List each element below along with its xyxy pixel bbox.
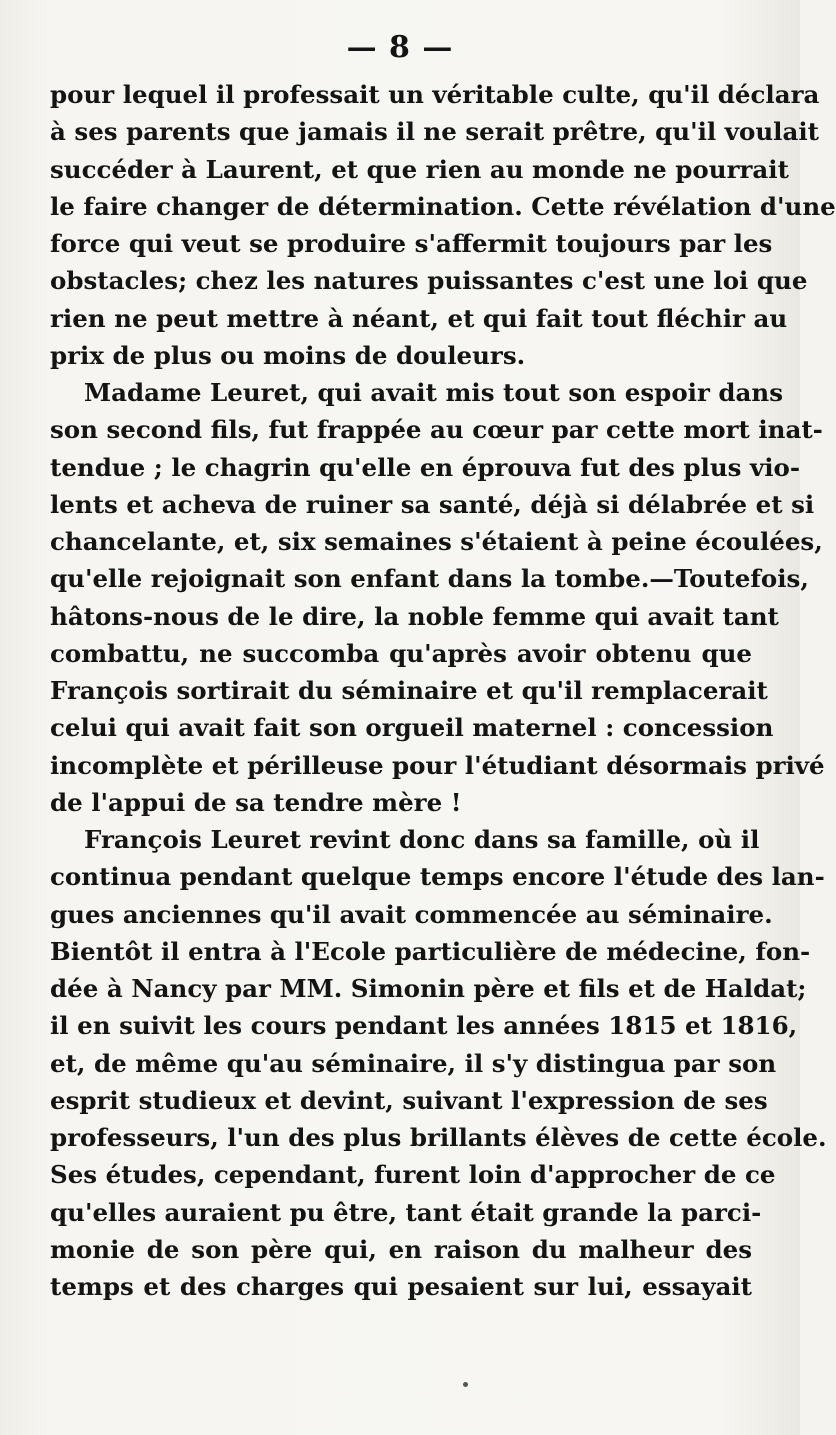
text-line: force qui veut se produire s'affermit toujours par les bbox=[50, 229, 773, 258]
text-line: Bientôt il entra à l'Ecole particulière de médecine, fon- bbox=[50, 936, 811, 966]
text-line: dée à Nancy par MM. Simonin père et fils et de Haldat; bbox=[50, 974, 807, 1003]
text-line: celui qui avait fait son orgueil maternel : concession bbox=[50, 713, 774, 743]
text-line: chancelante, et, six semaines s'étaient à peine écoulées, bbox=[50, 527, 823, 556]
page-number: — 8 — bbox=[346, 30, 454, 65]
text-line: prix de plus ou moins de douleurs. bbox=[50, 340, 526, 370]
text-line: le faire changer de détermination. Cette révélation d'une bbox=[50, 191, 836, 221]
text-line: il en suivit les cours pendant les années 1815 et 1816, bbox=[50, 1011, 798, 1041]
text-line: gues anciennes qu'il avait commencée au séminaire. bbox=[50, 899, 773, 929]
text-line: François Leuret revint donc dans sa famille, où il bbox=[84, 825, 760, 854]
text-line: à ses parents que jamais il ne serait prêtre, qu'il voulait bbox=[50, 117, 819, 147]
text-line: Ses études, cependant, furent loin d'approcher de ce bbox=[50, 1160, 776, 1190]
text-line: combattu, ne succomba qu'après avoir obtenu que bbox=[50, 638, 752, 668]
text-line: son second fils, fut frappée au cœur par cette mort inat- bbox=[50, 415, 823, 445]
text-line: de l'appui de sa tendre mère ! bbox=[50, 787, 462, 817]
text-line: incomplète et périlleuse pour l'étudiant désormais privé bbox=[50, 750, 825, 780]
text-line: succéder à Laurent, et que rien au monde ne pourrait bbox=[50, 154, 789, 184]
text-line: qu'elles auraient pu être, tant était grande la parci- bbox=[50, 1197, 762, 1227]
text-line: et, de même qu'au séminaire, il s'y distingua par son bbox=[50, 1048, 777, 1078]
text-line: qu'elle rejoignait son enfant dans la tombe.—Toutefois, bbox=[50, 564, 809, 594]
text-line: professeurs, l'un des plus brillants élèves de cette école. bbox=[50, 1123, 827, 1152]
body-text bbox=[50, 76, 836, 1305]
text-line: lents et acheva de ruiner sa santé, déjà si délabrée et si bbox=[50, 489, 815, 519]
text-line: temps et des charges qui pesaient sur lui, essayait bbox=[50, 1272, 752, 1301]
text-line: hâtons-nous de le dire, la noble femme qui avait tant bbox=[50, 601, 779, 631]
text-line: pour lequel il professait un véritable culte, qu'il déclara bbox=[50, 80, 820, 109]
text-line: monie de son père qui, en raison du malheur des bbox=[50, 1234, 752, 1264]
text-line: François sortirait du séminaire et qu'il remplacerait bbox=[50, 676, 768, 705]
text-line: obstacles; chez les natures puissantes c'est une loi que bbox=[50, 266, 808, 296]
text-line: rien ne peut mettre à néant, et qui fait tout fléchir au bbox=[50, 303, 788, 333]
text-line: continua pendant quelque temps encore l'étude des lan- bbox=[50, 862, 825, 892]
text-line: esprit studieux et devint, suivant l'expression de ses bbox=[50, 1085, 768, 1115]
ink-speck bbox=[463, 1382, 468, 1387]
text-line: tendue ; le chagrin qu'elle en éprouva fut des plus vio- bbox=[50, 452, 801, 482]
text-line: Madame Leuret, qui avait mis tout son espoir dans bbox=[84, 378, 784, 407]
